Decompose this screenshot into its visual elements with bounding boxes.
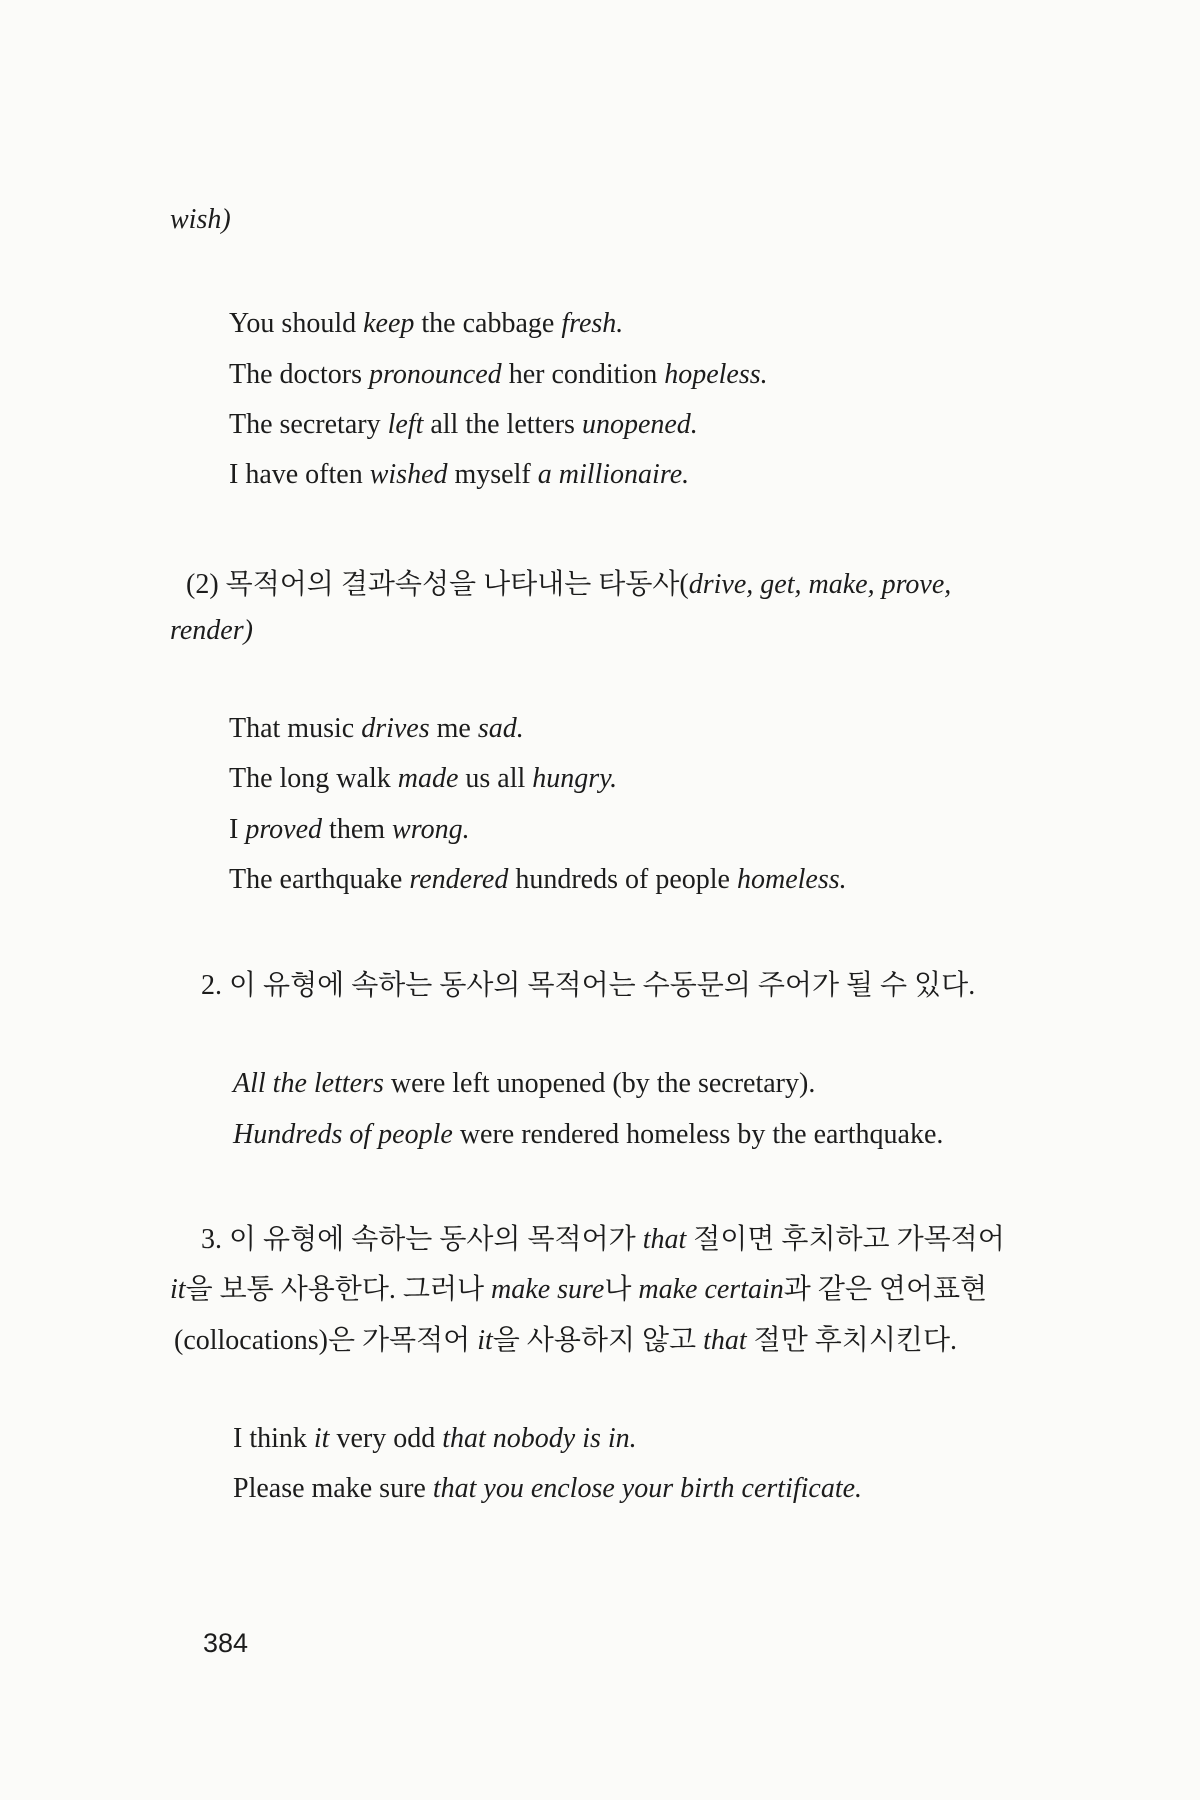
text-run: I — [229, 814, 246, 845]
italic-text: unopened. — [581, 409, 698, 440]
italic-text: All the letters — [233, 1068, 384, 1099]
italic-text: fresh. — [561, 308, 624, 339]
italic-text: Hundreds of people — [233, 1119, 453, 1150]
text-run: 을 사용하지 않고 — [492, 1325, 704, 1356]
text-run: You should — [229, 308, 364, 339]
rule-paragraph-line — [174, 1321, 957, 1361]
italic-text: it — [170, 1274, 186, 1305]
italic-text: that you enclose your birth certificate. — [432, 1473, 863, 1504]
example-sentence — [229, 860, 847, 900]
page-number: 384 — [203, 1628, 249, 1658]
text-run: 절이면 후치하고 가목적어 — [686, 1224, 1005, 1255]
example-sentence — [229, 405, 698, 445]
section-heading — [186, 565, 951, 605]
example-sentence — [229, 304, 623, 344]
example-sentence — [233, 1469, 862, 1509]
example-sentence — [229, 709, 524, 749]
text-run: (2) 목적어의 결과속성을 나타내는 타동사( — [186, 569, 689, 600]
text-run: myself — [447, 459, 538, 490]
italic-text: it — [477, 1325, 493, 1356]
italic-text: homeless. — [736, 864, 847, 895]
example-sentence — [229, 759, 617, 799]
italic-text: a millionaire. — [537, 459, 690, 490]
italic-text: proved — [245, 814, 323, 845]
text-run: the cabbage — [414, 308, 562, 339]
italic-text: keep — [363, 308, 415, 339]
example-sentence — [229, 810, 470, 850]
text-run: all the letters — [423, 409, 582, 440]
text-run: I think — [233, 1423, 314, 1454]
italic-text: wrong. — [392, 814, 470, 845]
text-run: 절만 후치시킨다. — [746, 1325, 957, 1356]
text-run: That music — [229, 713, 362, 744]
example-sentence — [233, 1419, 637, 1459]
section-heading-continued — [170, 611, 253, 651]
text-run: The doctors — [229, 359, 369, 390]
text-run: I have often — [229, 459, 370, 490]
italic-text: left — [387, 409, 424, 440]
example-sentence — [229, 455, 689, 495]
italic-text: that — [703, 1325, 747, 1356]
text-run: (collocations)은 가목적어 — [174, 1325, 478, 1356]
italic-text: that nobody is in. — [442, 1423, 637, 1454]
italic-text: that — [642, 1224, 687, 1255]
example-sentence — [229, 355, 768, 395]
text-run: The long walk — [229, 763, 398, 794]
italic-text: render) — [170, 615, 253, 646]
example-sentence — [233, 1064, 815, 1104]
italic-text: hungry. — [532, 763, 618, 794]
text-run: The secretary — [229, 409, 388, 440]
italic-text: it — [313, 1423, 330, 1454]
text-run: her condition — [501, 359, 665, 390]
italic-text: drive, get, make, prove, — [688, 569, 952, 600]
example-sentence — [233, 1115, 943, 1155]
text-run: The earthquake — [229, 864, 410, 895]
italic-text: made — [397, 763, 459, 794]
italic-text: hopeless. — [664, 359, 768, 390]
text-run: Please make sure — [233, 1473, 433, 1504]
text-run: us all — [458, 763, 533, 794]
italic-text: rendered — [409, 864, 509, 895]
text-run: very odd — [329, 1423, 443, 1454]
text-run: hundreds of people — [508, 864, 737, 895]
italic-text: drives — [361, 713, 430, 744]
text-run: them — [322, 814, 393, 845]
italic-text: wished — [369, 459, 448, 490]
italic-text: pronounced — [368, 359, 502, 390]
rule-heading — [201, 966, 975, 1006]
rule-paragraph-line — [201, 1220, 1005, 1260]
text-run: were left unopened (by the secretary). — [383, 1068, 816, 1099]
text-line — [170, 200, 231, 240]
text-run: 3. 이 유형에 속하는 동사의 목적어가 — [201, 1224, 643, 1255]
italic-text: make sure — [491, 1274, 605, 1305]
text-run: 을 보통 사용한다. 그러나 — [185, 1274, 492, 1305]
italic-text: wish) — [170, 204, 231, 235]
rule-paragraph-line — [170, 1270, 987, 1310]
text-run: me — [429, 713, 478, 744]
text-run: were rendered homeless by the earthquake. — [452, 1119, 944, 1150]
italic-text: sad. — [477, 713, 524, 744]
text-run: 2. 이 유형에 속하는 동사의 목적어는 수동문의 주어가 될 수 있다. — [201, 970, 976, 1001]
italic-text: make certain — [638, 1274, 784, 1305]
text-run: 과 같은 연어표현 — [783, 1274, 988, 1305]
text-run: 나 — [604, 1274, 639, 1305]
